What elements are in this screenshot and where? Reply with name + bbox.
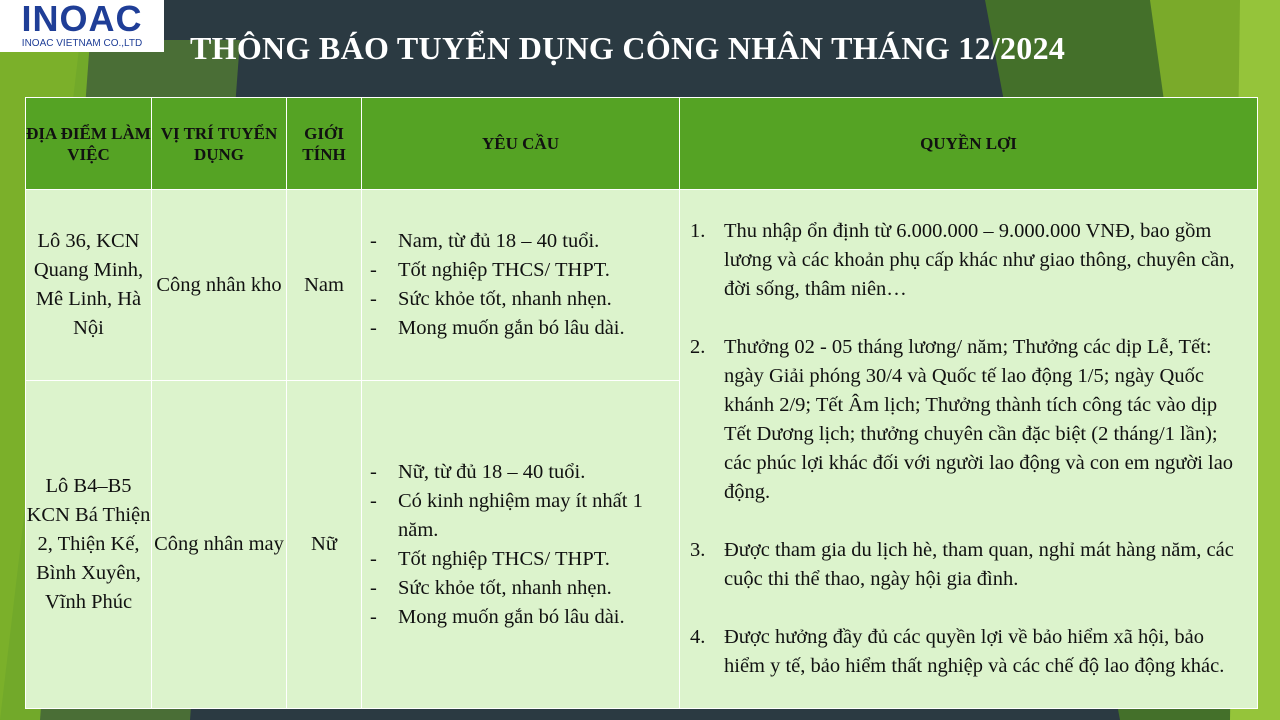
header-gender: GIỚI TÍNH: [287, 98, 362, 190]
benefit-number: 4.: [690, 626, 706, 648]
benefit-number: 2.: [690, 336, 706, 358]
requirement-item: - Mong muốn gắn bó lâu dài.: [362, 603, 679, 632]
location-cell: Lô B4–B5 KCN Bá Thiện 2, Thiện Kế, Bình Xuyên, Vĩnh Phúc: [26, 381, 152, 709]
requirement-item: - Nữ, từ đủ 18 – 40 tuổi.: [362, 458, 679, 487]
benefits-cell: [680, 190, 1258, 709]
table-row: [26, 190, 1258, 381]
benefit-text: Thưởng 02 - 05 tháng lương/ năm; Thưởng các dịp Lễ, Tết: ngày Giải phóng 30/4 và Quốc tế lao động 1/5; ngày Quốc khánh 2/9; Tết Âm lịch; Thưởng thành tích công tác vào dịp Tết Dương lịch; thưởng chuyên cần đặc biệt (2 tháng/1 lần); các phúc lợi khác đối với người lao động và con em người lao động.: [724, 336, 1234, 503]
benefit-number: 3.: [690, 539, 706, 561]
logo-mark: INOAC: [21, 0, 143, 39]
benefit-item: [680, 217, 1247, 304]
company-logo: [0, 0, 164, 52]
requirement-item: - Mong muốn gắn bó lâu dài.: [362, 314, 679, 343]
position-cell: Công nhân may: [152, 381, 287, 709]
header-location: ĐỊA ĐIỂM LÀM VIỆC: [26, 98, 152, 190]
requirement-item: - Sức khỏe tốt, nhanh nhẹn.: [362, 285, 679, 314]
benefit-item: [680, 333, 1247, 507]
benefit-item: [680, 623, 1247, 681]
benefit-text: Được hưởng đầy đủ các quyền lợi về bảo hiểm xã hội, bảo hiểm y tế, bảo hiểm thất nghiệp và các chế độ lao động khác.: [724, 626, 1225, 677]
gender-cell: Nữ: [287, 381, 362, 709]
logo-subtitle: INOAC VIETNAM CO.,LTD: [21, 38, 143, 49]
requirement-item: - Tốt nghiệp THCS/ THPT.: [362, 545, 679, 574]
benefit-text: Được tham gia du lịch hè, tham quan, nghỉ mát hàng năm, các cuộc thi thể thao, ngày hội gia đình.: [724, 539, 1234, 590]
benefit-item: [680, 536, 1247, 594]
page-title: THÔNG BÁO TUYỂN DỤNG CÔNG NHÂN THÁNG 12/2024: [190, 30, 1066, 66]
requirements-cell: [362, 381, 680, 709]
header-position: VỊ TRÍ TUYỂN DỤNG: [152, 98, 287, 190]
requirement-item: - Tốt nghiệp THCS/ THPT.: [362, 256, 679, 285]
benefit-text: Thu nhập ổn định từ 6.000.000 – 9.000.000 VNĐ, bao gồm lương và các khoản phụ cấp khác như giao thông, chuyên cần, đời sống, thâm niên…: [724, 220, 1235, 300]
header-benefits: QUYỀN LỢI: [680, 98, 1258, 190]
benefit-number: 1.: [690, 220, 706, 242]
requirement-item: - Sức khỏe tốt, nhanh nhẹn.: [362, 574, 679, 603]
table-header: [26, 98, 1258, 190]
position-cell: Công nhân kho: [152, 190, 287, 381]
location-cell: Lô 36, KCN Quang Minh, Mê Linh, Hà Nội: [26, 190, 152, 381]
requirements-cell: [362, 190, 680, 381]
recruitment-table: [25, 97, 1258, 709]
gender-cell: Nam: [287, 190, 362, 381]
header-requirements: YÊU CẦU: [362, 98, 680, 190]
requirement-item: - Có kinh nghiệm may ít nhất 1 năm.: [362, 487, 679, 545]
requirement-item: - Nam, từ đủ 18 – 40 tuổi.: [362, 227, 679, 256]
